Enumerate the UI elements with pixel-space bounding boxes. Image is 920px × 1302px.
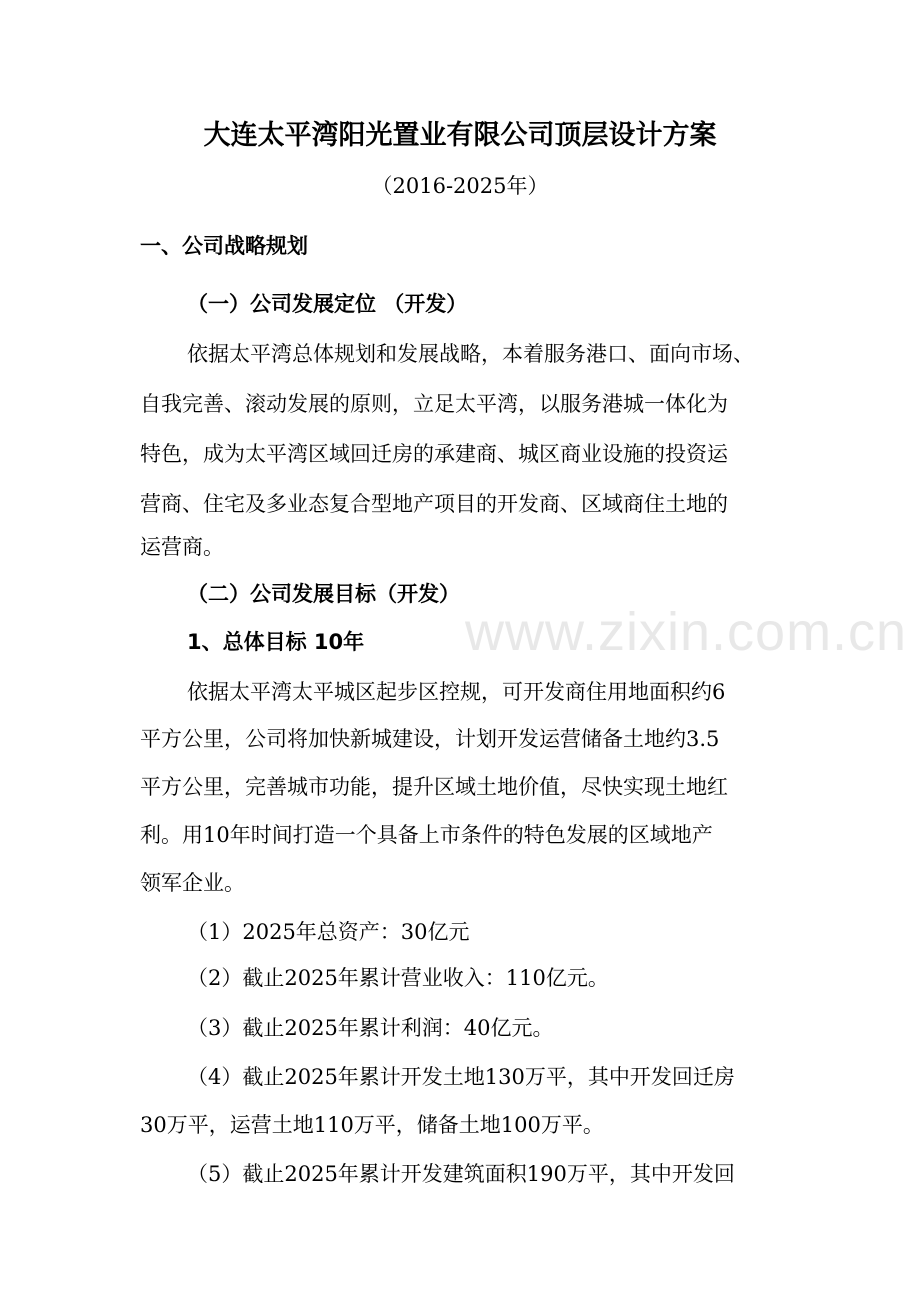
- subsection-heading-positioning: （一）公司发展定位 （开发）: [187, 292, 468, 316]
- paragraph-line: 依据太平湾太平城区起步区控规，可开发商住用地面积约6: [187, 680, 726, 704]
- paragraph-line: 特色，成为太平湾区域回迁房的承建商、城区商业设施的投资运: [140, 442, 728, 466]
- paragraph-line: 利。用10年时间打造一个具备上市条件的特色发展的区域地产: [140, 823, 713, 847]
- paragraph-line: 平方公里，公司将加快新城建设，计划开发运营储备土地约3.5: [140, 727, 720, 751]
- paragraph-line: 运营商。: [140, 535, 224, 559]
- target-item: （1）2025年总资产：30亿元: [187, 920, 470, 944]
- target-item: （5）截止2025年累计开发建筑面积190万平，其中开发回: [187, 1162, 735, 1186]
- paragraph-line: 营商、住宅及多业态复合型地产项目的开发商、区域商住土地的: [140, 492, 728, 516]
- paragraph-line: 自我完善、滚动发展的原则，立足太平湾，以服务港城一体化为: [140, 392, 728, 416]
- item-heading-overall-goal: 1、总体目标 10年: [187, 630, 365, 654]
- target-item: （2）截止2025年累计营业收入：110亿元。: [187, 966, 609, 990]
- document-subtitle: （2016-2025年）: [371, 174, 549, 198]
- paragraph-line: 领军企业。: [140, 871, 245, 895]
- target-item-continuation: 30万平，运营土地110万平，储备土地100万平。: [140, 1113, 604, 1137]
- target-item: （4）截止2025年累计开发土地130万平，其中开发回迁房: [187, 1065, 735, 1089]
- target-item: （3）截止2025年累计利润：40亿元。: [187, 1016, 554, 1040]
- document-title: 大连太平湾阳光置业有限公司顶层设计方案: [203, 120, 717, 151]
- subsection-heading-goals: （二）公司发展目标（开发）: [187, 582, 460, 606]
- section-heading: 一、公司战略规划: [140, 234, 308, 258]
- watermark-text: www.zixin.com.cn: [465, 602, 908, 662]
- paragraph-line: 平方公里，完善城市功能，提升区域土地价值，尽快实现土地红: [140, 775, 728, 799]
- paragraph-line: 依据太平湾总体规划和发展战略，本着服务港口、面向市场、: [187, 342, 754, 366]
